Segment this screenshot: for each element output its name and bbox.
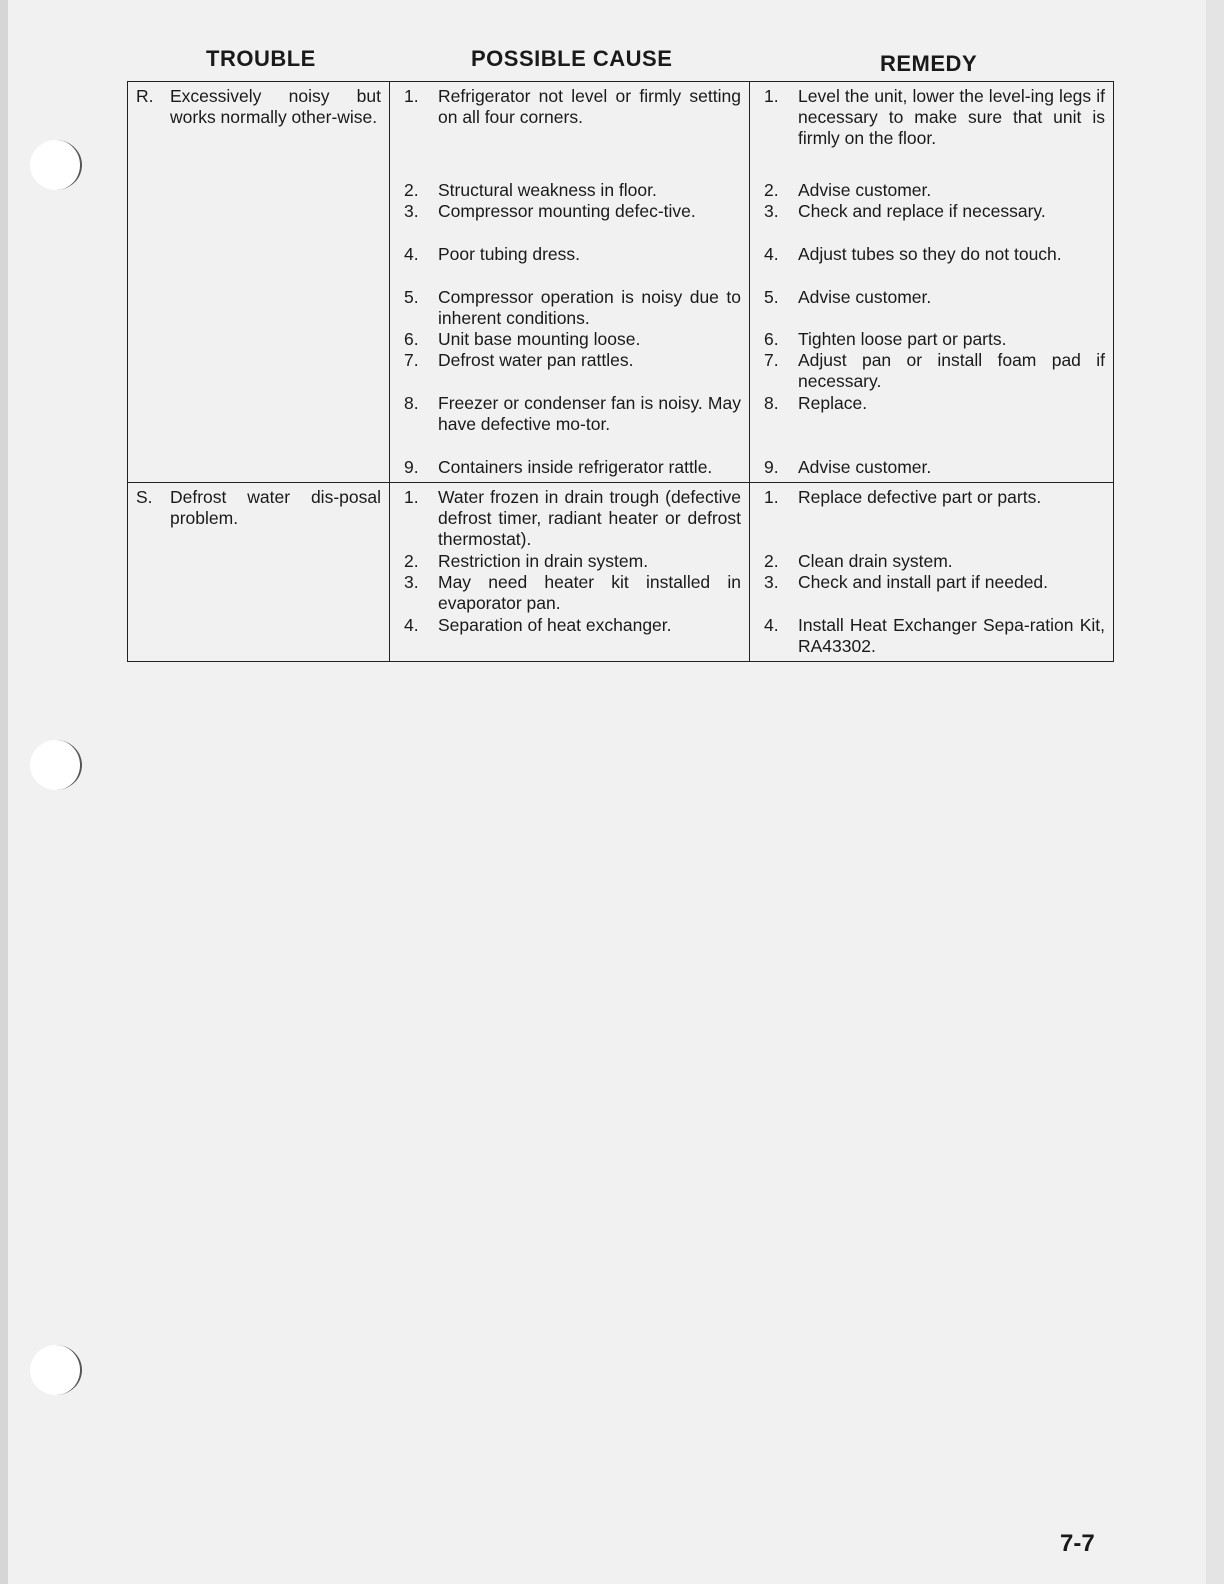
trouble-text: Defrost water dis-posal problem.: [170, 487, 381, 528]
item-number: 4.: [764, 244, 779, 264]
remedy-item: [758, 244, 1105, 287]
remedy-item: [758, 287, 1105, 329]
item-text: Clean drain system.: [798, 551, 953, 571]
item-number: 8.: [764, 393, 779, 413]
item-number: 1.: [764, 487, 779, 507]
cause-item: [398, 487, 741, 551]
item-text: Advise customer.: [798, 180, 932, 200]
remedy-item: [758, 615, 1105, 657]
item-number: 5.: [404, 287, 419, 307]
item-text: Adjust tubes so they do not touch.: [798, 244, 1062, 264]
remedy-cell: [750, 82, 1114, 483]
item-number: 9.: [404, 457, 419, 477]
item-number: 6.: [404, 329, 419, 349]
troubleshooting-table: [127, 81, 1114, 662]
item-text: Install Heat Exchanger Sepa-ration Kit, RA43302.: [798, 615, 1105, 656]
item-text: Advise customer.: [798, 287, 932, 307]
item-number: 7.: [764, 350, 779, 370]
column-headers: [128, 46, 1110, 78]
item-text: Freezer or condenser fan is noisy. May have defective mo-tor.: [438, 393, 741, 434]
item-text: Compressor operation is noisy due to inherent conditions.: [438, 287, 741, 328]
trouble-letter: R.: [136, 86, 154, 106]
item-text: Level the unit, lower the level-ing legs if necessary to make sure that unit is firmly on the floor.: [798, 86, 1105, 148]
page-number: 7-7: [1060, 1530, 1095, 1557]
item-number: 5.: [764, 287, 779, 307]
item-number: 4.: [764, 615, 779, 635]
remedy-item: [758, 350, 1105, 393]
remedy-cell: [750, 483, 1114, 662]
table-row: [128, 483, 1114, 662]
header-possible-cause: POSSIBLE CAUSE: [471, 46, 673, 71]
remedy-item: [758, 86, 1105, 180]
cause-cell: [390, 82, 750, 483]
item-number: 1.: [764, 86, 779, 106]
item-text: Tighten loose part or parts.: [798, 329, 1007, 349]
item-text: Adjust pan or install foam pad if necessary.: [798, 350, 1105, 391]
item-number: 4.: [404, 615, 419, 635]
remedy-item: [758, 180, 1105, 201]
item-text: Replace defective part or parts.: [798, 487, 1042, 507]
remedy-item: [758, 393, 1105, 457]
trouble-letter: S.: [136, 487, 153, 507]
remedy-item: [758, 329, 1105, 350]
item-number: 2.: [764, 551, 779, 571]
item-text: Structural weakness in floor.: [438, 180, 657, 200]
cause-item: [398, 457, 741, 478]
trouble-text: Excessively noisy but works normally other-wise.: [170, 86, 381, 127]
item-number: 2.: [404, 551, 419, 571]
cause-item: [398, 180, 741, 201]
item-number: 9.: [764, 457, 779, 477]
cause-item: [398, 329, 741, 350]
trouble-cell: [128, 483, 390, 662]
page-left-edge: [0, 0, 8, 1584]
item-text: Unit base mounting loose.: [438, 329, 641, 349]
header-trouble: TROUBLE: [206, 46, 316, 71]
item-text: Refrigerator not level or firmly setting on all four corners.: [438, 86, 741, 127]
item-number: 1.: [404, 487, 419, 507]
binder-hole-bottom: [30, 1345, 82, 1395]
binder-hole-middle: [30, 740, 82, 790]
binder-hole-top: [30, 140, 82, 190]
item-text: Defrost water pan rattles.: [438, 350, 634, 370]
item-number: 2.: [404, 180, 419, 200]
cause-item: [398, 201, 741, 244]
header-remedy: REMEDY: [880, 51, 978, 76]
cause-item: [398, 615, 741, 636]
item-number: 3.: [764, 201, 779, 221]
item-text: Advise customer.: [798, 457, 932, 477]
item-text: May need heater kit installed in evaporator pan.: [438, 572, 741, 613]
item-text: Check and install part if needed.: [798, 572, 1049, 592]
table-row: [128, 82, 1114, 483]
cause-item: [398, 86, 741, 180]
cause-item: [398, 551, 741, 572]
item-number: 6.: [764, 329, 779, 349]
remedy-item: [758, 551, 1105, 572]
item-text: Compressor mounting defec-tive.: [438, 201, 696, 221]
item-number: 7.: [404, 350, 419, 370]
remedy-item: [758, 487, 1105, 551]
cause-item: [398, 287, 741, 329]
item-number: 3.: [764, 572, 779, 592]
item-text: Water frozen in drain trough (defective defrost timer, radiant heater or defrost thermostat).: [438, 487, 741, 549]
cause-cell: [390, 483, 750, 662]
item-text: Restriction in drain system.: [438, 551, 649, 571]
item-text: Separation of heat exchanger.: [438, 615, 672, 635]
item-number: 1.: [404, 86, 419, 106]
trouble-cell: [128, 82, 390, 483]
item-number: 4.: [404, 244, 419, 264]
item-number: 3.: [404, 572, 419, 592]
item-number: 3.: [404, 201, 419, 221]
item-number: 2.: [764, 180, 779, 200]
cause-item: [398, 350, 741, 393]
remedy-item: [758, 572, 1105, 615]
cause-item: [398, 244, 741, 287]
item-text: Check and replace if necessary.: [798, 201, 1046, 221]
remedy-item: [758, 201, 1105, 244]
item-number: 8.: [404, 393, 419, 413]
item-text: Poor tubing dress.: [438, 244, 581, 264]
cause-item: [398, 393, 741, 457]
item-text: Containers inside refrigerator rattle.: [438, 457, 713, 477]
cause-item: [398, 572, 741, 615]
remedy-item: [758, 457, 1105, 478]
page-right-edge: [1206, 0, 1224, 1584]
item-text: Replace.: [798, 393, 868, 413]
